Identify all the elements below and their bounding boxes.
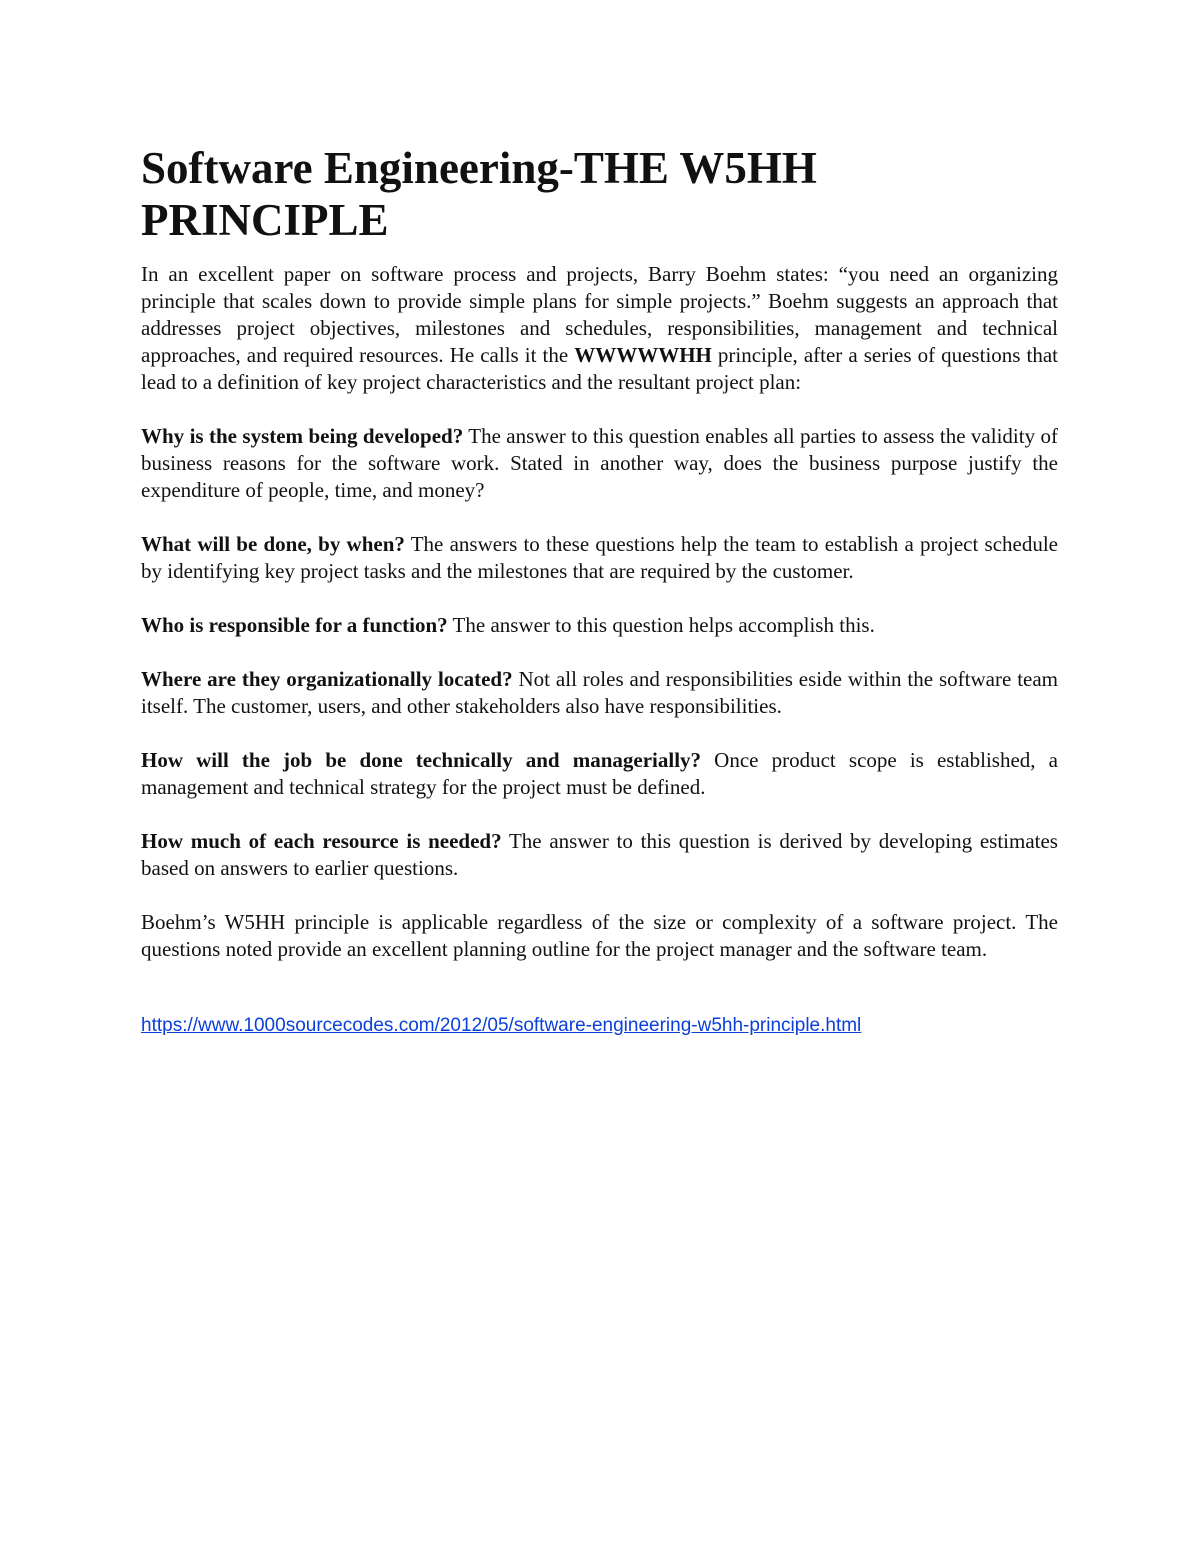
source-link-container (141, 1015, 1058, 1037)
question-paragraph-why (141, 423, 1058, 504)
conclusion-paragraph: Boehm’s W5HH principle is applicable regardless of the size or complexity of a software project. The questions noted provide an excellent planning outline for the project manager and the software team. (141, 910, 1058, 961)
question-answer: The answer to this question helps accomplish this. (447, 613, 875, 637)
intro-text-2: principle, after a series of questions that lead to a definition of key project characteristics and the resultant project plan: (141, 343, 1058, 394)
document-title: Software Engineering-THE W5HH PRINCIPLE (141, 143, 817, 245)
question-paragraph-how (141, 747, 1058, 801)
question-answer: The answers to these questions help the team to establish a project schedule by identifying key project tasks and the milestones that are required by the customer. (141, 532, 1058, 583)
question-heading: What will be done, by when? (141, 532, 405, 556)
question-heading: Why is the system being developed? (141, 424, 464, 448)
intro-text-1: In an excellent paper on software process and projects, Barry Boehm states: “you need an organizing principle that scales down to provide simple plans for simple projects.” Boehm suggests an approach that addresses project objectives, milestones and schedules, responsibilities, management and technical approaches, and required resources. He calls it the (141, 262, 1058, 367)
question-heading: Who is responsible for a function? (141, 613, 448, 637)
question-answer: The answer to this question is derived by developing estimates based on answers to earlier questions. (141, 829, 1058, 880)
document-page (141, 142, 1058, 1037)
intro-paragraph (141, 261, 1058, 396)
question-paragraph-what (141, 531, 1058, 585)
intro-bold-term: WWWWWHH (574, 343, 712, 367)
question-answer: The answer to this question enables all parties to assess the validity of business reasons for the software work. Stated in another way, does the business purpose justify the expenditure of people, time, and money? (141, 424, 1058, 502)
question-paragraph-where (141, 666, 1058, 720)
question-answer: Not all roles and responsibilities eside within the software team itself. The customer, users, and other stakeholders also have responsibilities. (141, 667, 1059, 718)
question-heading: Where are they organizationally located? (141, 667, 513, 691)
question-heading: How will the job be done technically and managerially? (141, 748, 702, 772)
question-answer: Once product scope is established, a management and technical strategy for the project must be defined. (141, 748, 1058, 799)
question-paragraph-how-much (141, 828, 1058, 882)
source-link[interactable]: https://www.1000sourcecodes.com/2012/05/software-engineering-w5hh-principle.html (141, 1015, 862, 1036)
question-heading: How much of each resource is needed? (141, 829, 502, 853)
question-paragraph-who (141, 612, 1058, 639)
